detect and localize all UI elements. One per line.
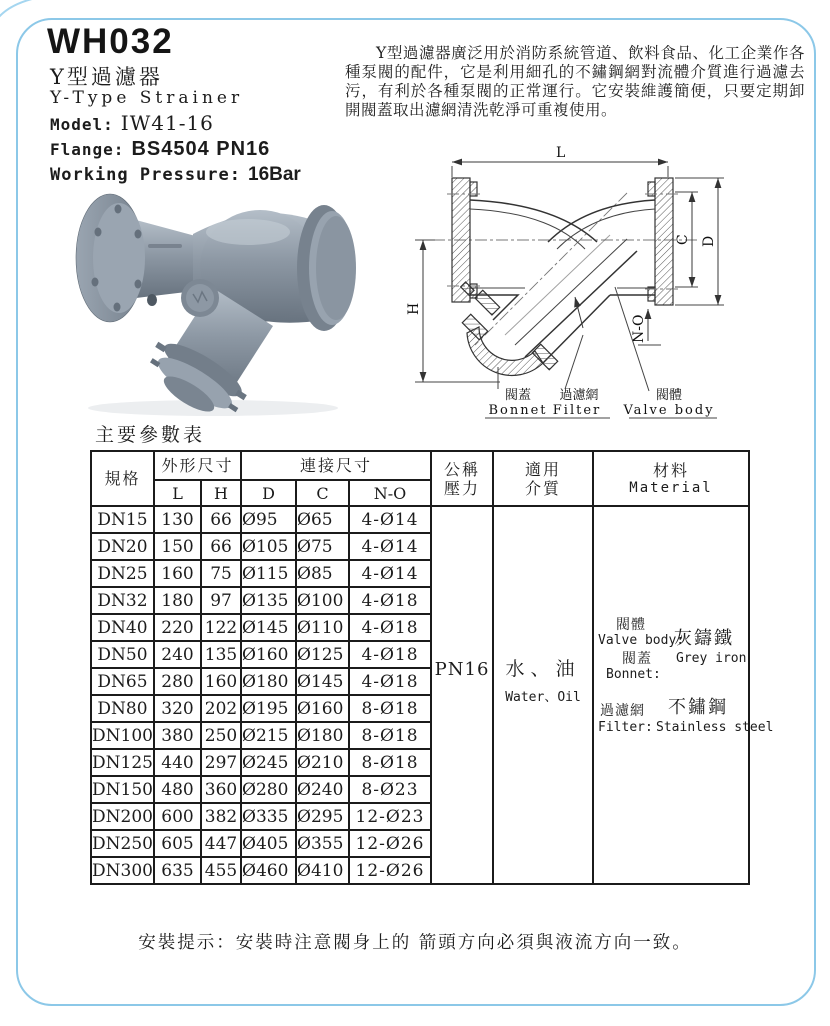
table-cell: Ø160: [241, 641, 296, 668]
material-valve-body-en: Valve body:: [598, 633, 685, 648]
table-cell: Ø100: [296, 587, 349, 614]
table-cell: Ø405: [241, 830, 296, 857]
bonnet-label-zh: 閥蓋: [504, 388, 532, 403]
col-header-spec: 規格: [91, 451, 154, 506]
table-cell: DN150: [91, 776, 154, 803]
table-cell: 135: [201, 641, 241, 668]
table-cell: 12-Ø23: [349, 803, 431, 830]
table-cell: 122: [201, 614, 241, 641]
filter-label-en: Filter: [552, 403, 602, 418]
bonnet-label-en: Bonnet: [488, 403, 548, 418]
col-header-material-zh: 材料: [653, 461, 690, 480]
table-cell: Ø85: [296, 560, 349, 587]
material-filter-material-en: Stainless steel: [656, 720, 774, 735]
table-cell: 97: [201, 587, 241, 614]
working-pressure-line: [50, 164, 301, 186]
model-value: IW41-16: [120, 111, 214, 135]
table-cell: 66: [201, 506, 241, 533]
table-cell: Ø210: [296, 749, 349, 776]
material-body-material-en: Grey iron: [676, 651, 747, 666]
product-description: Y型過濾器廣泛用於消防系統管道、飲料食品、化工企業作各種泵閥的配件，它是利用細孔的不鏽鋼網對流體介質進行過濾去污，有利於各種泵閥的正常運行。它安裝維護簡便，只要定期卸開閥蓋取出濾網清洗乾淨可重複使用。: [345, 44, 805, 119]
table-cell: Ø460: [241, 857, 296, 884]
product-title-zh: Y型過濾器: [50, 65, 163, 89]
table-cell: Ø135: [241, 587, 296, 614]
table-cell: 240: [154, 641, 201, 668]
filter-label-zh: 過濾網: [559, 388, 599, 403]
table-cell: 380: [154, 722, 201, 749]
material-filter-material-zh: 不鏽鋼: [668, 697, 729, 718]
branch-centerline: [475, 193, 627, 345]
table-cell: 12-Ø26: [349, 830, 431, 857]
table-cell: DN32: [91, 587, 154, 614]
model-label: Model:: [50, 115, 114, 134]
technical-drawing: [405, 145, 750, 430]
table-cell: Ø410: [296, 857, 349, 884]
col-header-medium: [493, 451, 593, 506]
table-row: [91, 506, 749, 533]
table-cell: 4-Ø14: [349, 533, 431, 560]
col-header-C: C: [296, 480, 349, 506]
table-cell: 160: [201, 668, 241, 695]
table-cell: Ø195: [241, 695, 296, 722]
pressure-value: PN16: [434, 659, 490, 680]
table-cell: 4-Ø18: [349, 668, 431, 695]
table-cell: Ø75: [296, 533, 349, 560]
table-cell: DN300: [91, 857, 154, 884]
material-filter-zh: 過濾網: [600, 703, 646, 719]
table-cell: Ø95: [241, 506, 296, 533]
col-header-D: D: [241, 480, 296, 506]
col-header-H: H: [201, 480, 241, 506]
material-cell: [593, 506, 774, 884]
table-cell: DN15: [91, 506, 154, 533]
medium-cell: [493, 506, 593, 884]
medium-value-zh: 水、油: [505, 658, 581, 680]
col-header-N-O: N-O: [349, 480, 431, 506]
table-cell: 447: [201, 830, 241, 857]
table-cell: 382: [201, 803, 241, 830]
col-header-L: L: [154, 480, 201, 506]
table-cell: 8-Ø18: [349, 749, 431, 776]
material-bonnet-en: Bonnet:: [606, 667, 661, 682]
table-cell: DN40: [91, 614, 154, 641]
table-cell: DN20: [91, 533, 154, 560]
table-cell: 8-Ø18: [349, 722, 431, 749]
table-cell: DN200: [91, 803, 154, 830]
body-top-wall: [470, 200, 597, 242]
table-cell: DN65: [91, 668, 154, 695]
table-cell: 455: [201, 857, 241, 884]
right-flange-section: [655, 178, 673, 305]
table-cell: Ø280: [241, 776, 296, 803]
working-pressure-label: Working Pressure:: [50, 165, 241, 185]
table-cell: DN50: [91, 641, 154, 668]
table-cell: 605: [154, 830, 201, 857]
table-cell: Ø160: [296, 695, 349, 722]
table-cell: 180: [154, 587, 201, 614]
material-valve-body-zh: 閥體: [616, 617, 647, 633]
table-cell: Ø115: [241, 560, 296, 587]
material-filter-en: Filter:: [598, 720, 653, 735]
product-photo: [48, 192, 384, 420]
table-cell: Ø295: [296, 803, 349, 830]
dim-label-L: L: [556, 145, 566, 161]
table-cell: 220: [154, 614, 201, 641]
table-cell: Ø105: [241, 533, 296, 560]
dim-label-D: D: [701, 235, 717, 247]
col-header-material: [593, 451, 749, 506]
table-cell: Ø335: [241, 803, 296, 830]
table-cell: 150: [154, 533, 201, 560]
table-cell: 4-Ø18: [349, 641, 431, 668]
table-cell: 4-Ø18: [349, 614, 431, 641]
table-cell: 250: [201, 722, 241, 749]
table-cell: 360: [201, 776, 241, 803]
table-cell: 4-Ø18: [349, 587, 431, 614]
flange-value: BS4504 PN16: [131, 138, 271, 160]
flange-line: [50, 138, 270, 161]
col-header-connection: 連接尺寸: [241, 451, 431, 480]
table-cell: 480: [154, 776, 201, 803]
table-cell: Ø180: [296, 722, 349, 749]
table-cell: Ø110: [296, 614, 349, 641]
table-cell: 8-Ø23: [349, 776, 431, 803]
table-cell: 4-Ø14: [349, 560, 431, 587]
table-cell: DN80: [91, 695, 154, 722]
medium-value-en: Water、Oil: [505, 690, 581, 705]
valve-body-label-zh: 閥體: [655, 388, 683, 403]
spec-table-body: [91, 506, 774, 884]
table-cell: 75: [201, 560, 241, 587]
table-cell: 130: [154, 506, 201, 533]
table-cell: Ø215: [241, 722, 296, 749]
dim-label-C: C: [675, 234, 691, 245]
table-cell: 12-Ø26: [349, 857, 431, 884]
table-cell: Ø355: [296, 830, 349, 857]
col-header-pressure-line2: 壓力: [444, 478, 481, 498]
table-cell: Ø145: [241, 614, 296, 641]
model-line: [50, 111, 214, 135]
table-cell: DN100: [91, 722, 154, 749]
table-cell: DN125: [91, 749, 154, 776]
table-cell: 440: [154, 749, 201, 776]
table-cell: 4-Ø14: [349, 506, 431, 533]
valve-body-label-en: Valve body: [623, 403, 715, 418]
table-cell: Ø180: [241, 668, 296, 695]
table-cell: 160: [154, 560, 201, 587]
table-cell: Ø245: [241, 749, 296, 776]
working-pressure-value: 16Bar: [248, 164, 301, 185]
table-cell: 600: [154, 803, 201, 830]
flange-label: Flange:: [50, 140, 125, 159]
pressure-cell: [431, 506, 493, 884]
table-header-row: [91, 451, 749, 480]
material-bonnet-zh: 閥蓋: [622, 651, 653, 667]
table-cell: 202: [201, 695, 241, 722]
table-cell: DN25: [91, 560, 154, 587]
table-cell: Ø145: [296, 668, 349, 695]
table-cell: DN250: [91, 830, 154, 857]
col-header-medium-line2: 介質: [525, 478, 562, 498]
installation-note: 安裝提示：安裝時注意閥身上的 箭頭方向必須與液流方向一致。: [138, 933, 692, 953]
col-header-pressure: [431, 451, 493, 506]
table-cell: 8-Ø18: [349, 695, 431, 722]
table-cell: 320: [154, 695, 201, 722]
dim-label-NO: N-O: [631, 314, 647, 343]
col-header-medium-line1: 適用: [525, 459, 562, 479]
col-header-material-en: Material: [629, 480, 713, 496]
table-cell: Ø240: [296, 776, 349, 803]
col-header-pressure-line1: 公稱: [444, 459, 481, 479]
col-header-outline: 外形尺寸: [154, 451, 241, 480]
material-body-material-zh: 灰鑄鐵: [674, 628, 735, 649]
bonnet-plug: [475, 290, 500, 315]
table-cell: Ø65: [296, 506, 349, 533]
table-cell: 635: [154, 857, 201, 884]
table-cell: 280: [154, 668, 201, 695]
product-code: WH032: [47, 22, 174, 61]
table-cell: Ø125: [296, 641, 349, 668]
table-cell: 66: [201, 533, 241, 560]
table-cell: 297: [201, 749, 241, 776]
filter-leader: [565, 335, 583, 389]
product-title-en: Y-Type Strainer: [50, 88, 244, 108]
table-title: 主要參數表: [95, 424, 206, 446]
dim-label-H: H: [406, 302, 422, 315]
spec-table: [90, 450, 774, 885]
